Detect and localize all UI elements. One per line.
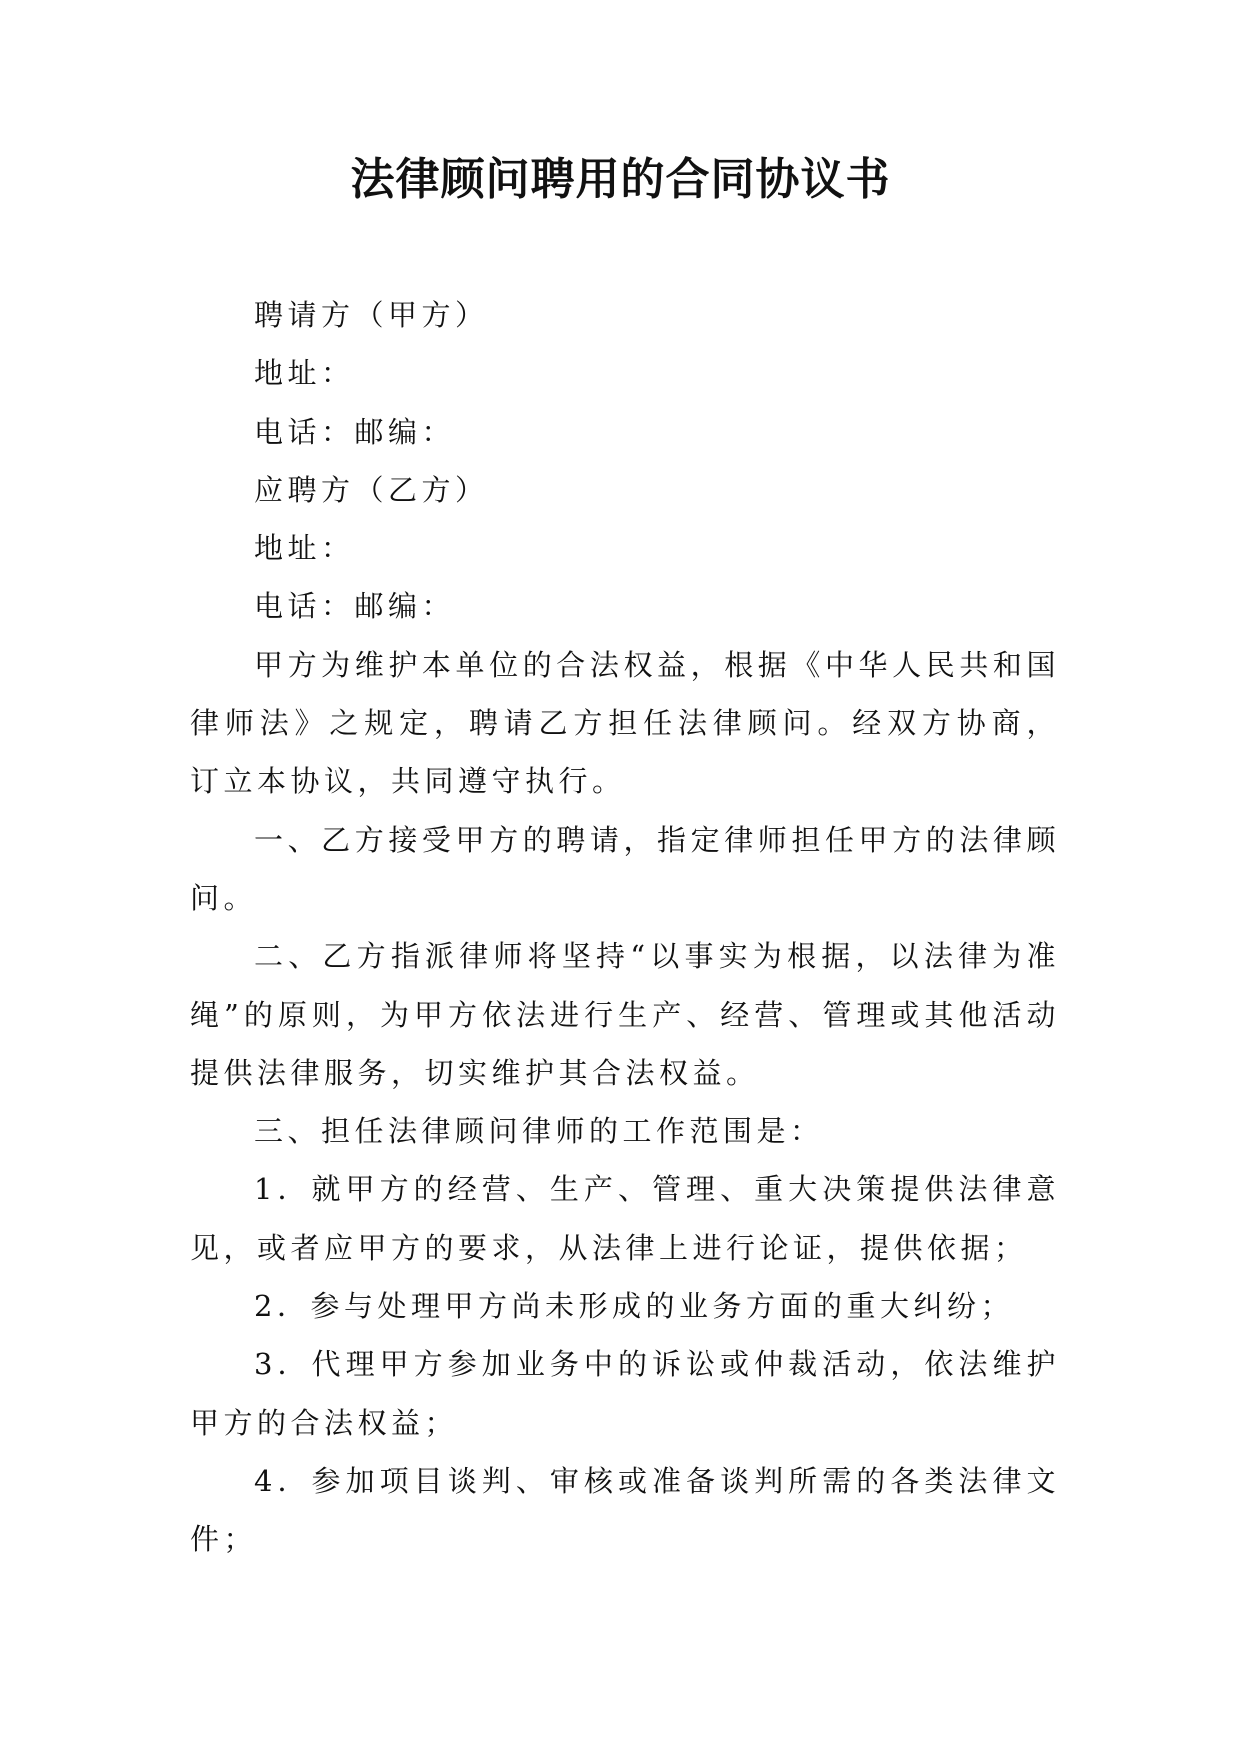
- party-b-address: 地址：: [254, 531, 355, 566]
- document-body: [190, 286, 1060, 1569]
- party-a-phone-postcode: 电话：邮编：: [254, 414, 456, 449]
- clause-3-item-1: 1．就甲方的经营、生产、管理、重大决策提供法律意见，或者应甲方的要求，从法律上进行论证，提供依据；: [190, 1172, 1060, 1265]
- clause-2: 二、乙方指派律师将坚持“以事实为根据，以法律为准绳”的原则，为甲方依法进行生产、经营、管理或其他活动提供法律服务，切实维护其合法权益。: [190, 939, 1060, 1090]
- document-title: 法律顾问聘用的合同协议书: [350, 154, 891, 205]
- party-b-phone-postcode: 电话：邮编：: [254, 589, 456, 624]
- clause-3-item-4: 4．参加项目谈判、审核或准备谈判所需的各类法律文件；: [190, 1463, 1060, 1557]
- clause-1: 一、乙方接受甲方的聘请，指定律师担任甲方的法律顾问。: [190, 822, 1060, 915]
- preamble-paragraph: 甲方为维护本单位的合法权益，根据《中华人民共和国律师法》之规定，聘请乙方担任法律顾问。经双方协商，订立本协议，共同遵守执行。: [190, 647, 1060, 799]
- clause-3-item-3: 3．代理甲方参加业务中的诉讼或仲裁活动，依法维护甲方的合法权益；: [190, 1347, 1060, 1440]
- clause-3-item-2: 2．参与处理甲方尚未形成的业务方面的重大纠纷；: [254, 1289, 1014, 1324]
- party-a-label: 聘请方（甲方）: [254, 298, 489, 332]
- party-b-label: 应聘方（乙方）: [254, 472, 489, 507]
- clause-3-heading: 三、担任法律顾问律师的工作范围是：: [254, 1114, 824, 1149]
- party-a-address: 地址：: [254, 356, 355, 391]
